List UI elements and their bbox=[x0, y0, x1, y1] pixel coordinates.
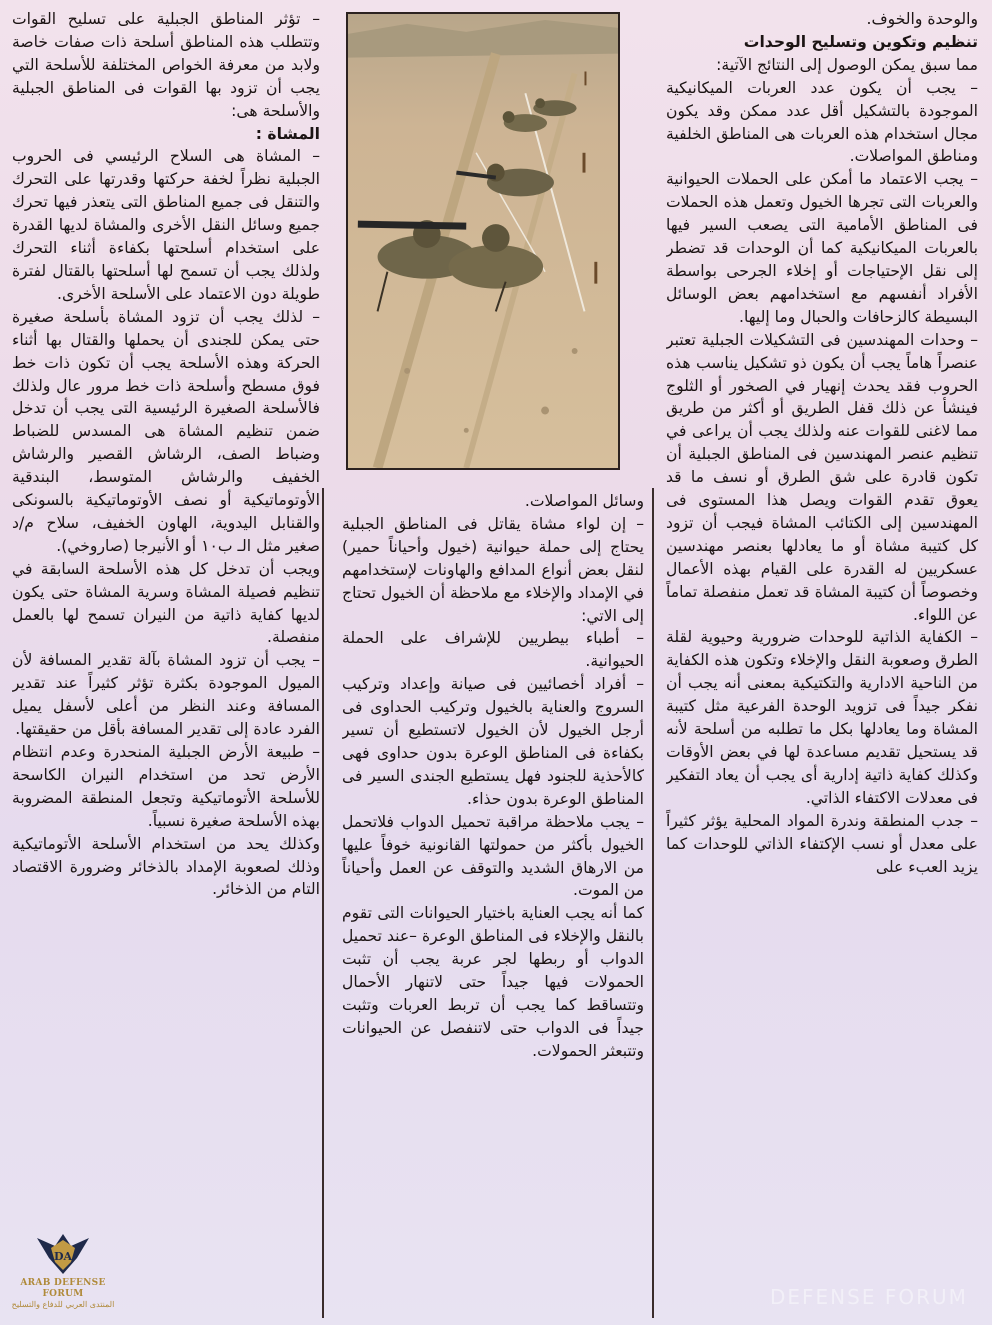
article-column-left bbox=[12, 8, 320, 1320]
paragraph: ويجب أن تدخل كل هذه الأسلحة السابقة في تنظيم فصيلة المشاة وسرية المشاة حتى يكون لديها كفاية ذاتية من النيران تسمح لها بالعمل منفصلة. bbox=[12, 559, 320, 647]
paragraph: – أطباء بيطريين للإشراف على الحملة الحيوانية. bbox=[342, 629, 644, 671]
paragraph: – وحدات المهندسين فى التشكيلات الجبلية تعتبر عنصراً هاماً يجب أن يكون ذو تشكيل يناسب هذه الحروب فقد يحدث إنهيار في الصخور أو الثلوج فينشأ عن ذلك قفل الطريق أو أكثر من طريق مما لاغنى للقوات عنه ولذلك يجب أن يراعى في تنظيم عنصر المهندسين فى المناطق الجبلية أن تكون قادرة على شق الطرق أو نسف ما قد يعوق تقدم القوات ويصل هذا المستوى فى المهندسين إلى الكتائب المشاة فيجب أن تزود كل كتيبة مشاة أو ما يعادلها بعنصر مهندسين عسكريين له القدرة على القيام بهذه الأعمال وخصوصاً أن كتيبة المشاة قد تعمل منفصلة تماماً عن اللواء. bbox=[666, 330, 978, 624]
paragraph: مما سبق يمكن الوصول إلى النتائج الآتية: bbox=[716, 55, 978, 74]
column-divider bbox=[652, 488, 654, 1318]
paragraph: – أفراد أخصائيين فى صيانة وإعداد وتركيب السروج والعناية بالخيول وتركيب الحداوى فى أرجل الخيول لأن الخيول لاتستطيع أن تسير بكفاءة فى المناطق الوعرة بدون حداوى فهى كالأحذية للجنود فهل يستطيع الجندى السير فى المناطق الوعرة بدون حذاء. bbox=[342, 675, 644, 808]
paragraph: – إن لواء مشاة يقاتل فى المناطق الجبلية يحتاج إلى حملة حيوانية (خيول وأحياناً حمير) لنقل بعض أنواع المدافع والهاونات لإستخدامهم في الإمداد والإخلاء مع ملاحظة أن الخيول تحتاج إلى الاتي: bbox=[342, 514, 644, 625]
article-column-right bbox=[666, 8, 978, 1320]
paragraph: – تؤثر المناطق الجبلية على تسليح القوات وتتطلب هذه المناطق أسلحة ذات صفات خاصة ولابد من معرفة الخواص المختلفة للأسلحة التي يجب أن تزود بها القوات فى المناطق الجبلية والأسلحة هى: bbox=[12, 10, 320, 120]
paragraph: وسائل المواصلات. bbox=[524, 492, 644, 510]
soldiers-photo-illustration bbox=[348, 14, 618, 468]
paragraph: والوحدة والخوف. bbox=[866, 10, 978, 28]
paragraph: – يجب أن تزود المشاة بآلة تقدير المسافة لأن الميول الموجودة بكثرة تؤثر كثيراً عند تقدير المسافة وعند النظر من أعلى لأسفل يميل الفرد عادة إلى تقدير المسافة بأقل من حقيقتها. bbox=[12, 651, 320, 739]
paragraph: كما أنه يجب العناية باختيار الحيوانات التى تقوم بالنقل والإخلاء فى المناطق الوعرة –عند تحميل الدواب أو ربطها لجر عربة يجب أن تثبت الحمولات فيها جيداً حتى لاتنهار الأحمال وتتساقط كما يجب أن تربط العربات وتثبت جيداً فى الدواب حتى لاتنفصل عن الحيوانات وتتبعثر الحمولات. bbox=[342, 904, 644, 1060]
paragraph: – يجب ملاحظة مراقبة تحميل الدواب فلاتحمل الخيول بأكثر من حمولتها القانونية خوفاً عليها من الارهاق الشديد والتوقف عن العمل وأحياناً من الموت. bbox=[342, 812, 644, 900]
paragraph: وكذلك يحد من استخدام الأسلحة الأتوماتيكية وذلك لصعوبة الإمداد بالذخائر وضرورة الاقتصاد التام من الذخائر. bbox=[12, 834, 320, 899]
eagle-shield-icon bbox=[33, 1228, 93, 1278]
forum-watermark: DEFENSE FORUM bbox=[770, 1285, 968, 1309]
paragraph: – جدب المنطقة وندرة المواد المحلية يؤثر كثيراً على معدل أو نسب الإكتفاء الذاتي للوحدات كما يزيد العبء على bbox=[666, 811, 978, 876]
section-heading: المشاة : bbox=[255, 124, 320, 143]
logo-monogram: DA bbox=[53, 1250, 73, 1263]
paragraph: – يجب الاعتماد ما أمكن على الحملات الحيوانية والعربات التى تجرها الخيول وتعمل هذه الحملات فى المناطق الأمامية التى يصعب السير فيها بالعربات الميكانيكية كما أن الوحدات قد تضطر إلى نقل الإحتياجات أو إخلاء الجرحى بواسطة الأفراد أنفسهم مع استخدامهم بعض الوسائل البسيطة كالزحافات والحبال وما إليها. bbox=[666, 170, 978, 326]
soldiers-photo bbox=[346, 12, 620, 470]
paragraph: – لذلك يجب أن تزود المشاة بأسلحة صغيرة حتى يمكن للجندى أن يحملها والقتال بها أثناء الحركة وهذه الأسلحة يجب أن تكون ذات خط فوق مسطح وأسلحة ذات خط مرور عال ولذلك فالأسلحة الصغيرة الرئيسية التى يجب أن تدخل ضمن تنظيم المشاة هى المسدس للضباط وضباط الصف، الرشاش القصير والرشاش الخفيف والرشاش المتوسط، البندقية الأوتوماتيكية أو نصف الأوتوماتيكية بالسونكى والقنابل اليدوية، الهاون الخفيف، سلاح م/د صغير مثل الـ ب١٠ أو الأنيرجا (صاروخي). bbox=[12, 307, 320, 555]
column-divider bbox=[322, 488, 324, 1318]
paragraph: – المشاة هى السلاح الرئيسي فى الحروب الجبلية نظراً لخفة حركتها وقدرتها على التحرك والتنقل فى جميع المناطق التى يتعذر فيها تحرك جميع وسائل النقل الأخرى والمشاة لديها القدرة على استخدام أسلحتها بكفاءة أثناء التحرك ولذلك يجب أن تسمح لها أسلحتها بالقتال لفترة طويلة دون الاعتماد على الأسلحة الأخرى. bbox=[12, 147, 320, 303]
arab-defense-forum-logo bbox=[8, 1228, 118, 1320]
logo-subtitle: المنتدى العربي للدفاع والتسليح bbox=[11, 1300, 115, 1309]
paragraph: – طبيعة الأرض الجبلية المنحدرة وعدم انتظام الأرض تحد من استخدام النيران الكاسحة للأسلحة الأتوماتيكية وتجعل المنطقة المضروبة بهذه الأسلحة صغيرة نسبياً. bbox=[12, 743, 320, 830]
logo-brand-text: ARAB DEFENSE FORUM bbox=[20, 1278, 106, 1299]
paragraph: – يجب أن يكون عدد العربات الميكانيكية الموجودة بالتشكيل أقل عدد ممكن وقد يكون مجال استخدام هذه العربات هى المناطق الخلفية ومناطق المواصلات. bbox=[666, 78, 978, 166]
article-column-middle bbox=[342, 490, 644, 1315]
paragraph: – الكفاية الذاتية للوحدات ضرورية وحيوية لقلة الطرق وصعوبة النقل والإخلاء وتكون هذه الكفاية من الناحية الادارية والتكتيكية بمعنى أنه يجب أن نفكر جيداً فى تزويد الوحدة الفرعية مثل كتيبة المشاة وما يعادلها بكل ما تطلبه من أسلحة لأنه قد يستحيل تقديم مساعدة لها في بعض الأوقات وكذلك كفاية ذاتية إدارية أى يجب أن يعاد التفكير فى معدلات الاكتفاء الذاتي. bbox=[666, 628, 978, 807]
section-heading: تنظيم وتكوين وتسليح الوحدات bbox=[743, 32, 978, 51]
